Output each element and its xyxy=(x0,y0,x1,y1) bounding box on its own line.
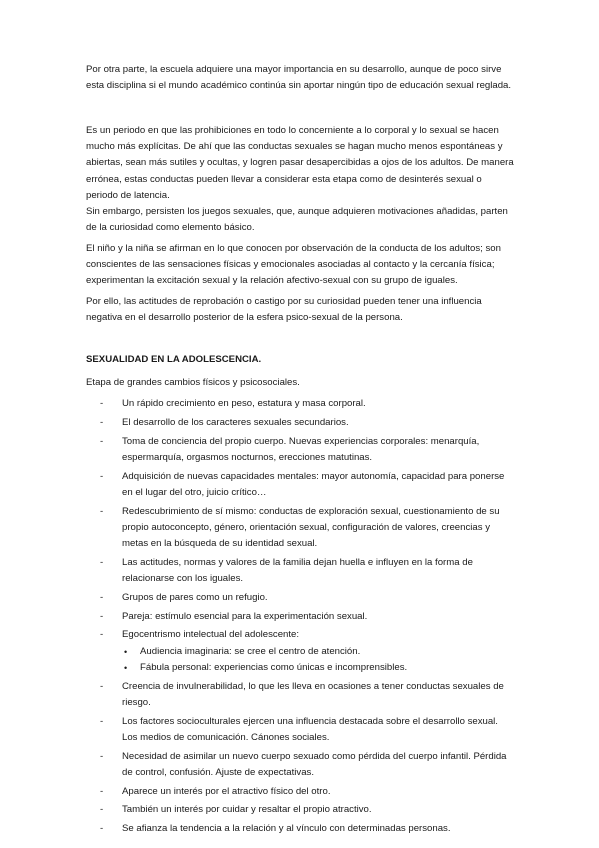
list-item-text: Las actitudes, normas y valores de la familia dejan huella e influyen en la forma de relacionarse con los iguales. xyxy=(122,556,473,584)
list-item-text: Un rápido crecimiento en peso, estatura y masa corporal. xyxy=(122,398,366,409)
list-item xyxy=(86,504,516,553)
adolescence-list xyxy=(86,396,516,840)
dash-marker: - xyxy=(100,823,104,835)
dash-marker: - xyxy=(100,629,104,641)
section-heading: SEXUALIDAD EN LA ADOLESCENCIA. xyxy=(86,354,262,365)
list-item xyxy=(86,590,516,606)
dash-marker: - xyxy=(100,435,104,447)
section-intro: Etapa de grandes cambios físicos y psicosociales. xyxy=(86,377,300,388)
bullet-icon: • xyxy=(124,646,128,657)
paragraph-observation: El niño y la niña se afirman en lo que conocen por observación de la conducta de los adultos; son conscientes de las sensaciones físicas y emocionales asociadas al contacto y la cercanía física; experimentan la excitación sexual y la relación afectivo-sexual con su grupo de iguales. xyxy=(86,243,501,287)
list-item xyxy=(86,555,516,587)
paragraph-prohibitions: Es un periodo en que las prohibiciones en todo lo concerniente a lo corporal y lo sexual se hacen mucho más explícitas. De ahí que las conductas sexuales se hagan mucho menos espontáneas y abiertas, sean más sutiles y ocultas, y logren pasar desapercibidas a ojos de los adultos. De manera errónea, estas conductas pueden llevar a considerar esta etapa como de desinterés sexual o periodo de latencia. xyxy=(86,125,514,201)
dash-marker: - xyxy=(100,610,104,622)
list-item xyxy=(86,679,516,711)
list-item-text: Redescubrimiento de sí mismo: conductas de exploración sexual, cuestionamiento de su propio autoconcepto, género, orientación sexual, configuración de valores, creencias y metas en la búsqueda de su identidad sexual. xyxy=(122,505,500,549)
bullet-icon: • xyxy=(124,662,128,673)
dash-marker: - xyxy=(100,505,104,517)
dash-marker: - xyxy=(100,416,104,428)
dash-marker: - xyxy=(100,785,104,797)
list-item xyxy=(86,821,516,837)
list-item-text: También un interés por cuidar y resaltar el propio atractivo. xyxy=(122,804,372,816)
sublist-item xyxy=(122,644,516,660)
dash-marker: - xyxy=(100,556,104,568)
list-item-text: Grupos de pares como un refugio. xyxy=(122,591,268,603)
dash-marker: - xyxy=(100,750,104,762)
sublist-item xyxy=(122,660,516,676)
list-item-text: El desarrollo de los caracteres sexuales secundarios. xyxy=(122,416,349,428)
dash-marker: - xyxy=(100,715,104,727)
dash-marker: - xyxy=(100,470,104,482)
list-item xyxy=(86,749,516,781)
dash-marker: - xyxy=(100,398,104,409)
list-item-text: Necesidad de asimilar un nuevo cuerpo sexuado como pérdida del cuerpo infantil. Pérdida de control, confusión. Ajuste de expectativas. xyxy=(122,750,507,778)
list-item-text: Toma de conciencia del propio cuerpo. Nuevas experiencias corporales: menarquía, espermarquía, orgasmos nocturnos, erecciones matutinas. xyxy=(122,435,480,463)
list-item-text: Aparece un interés por el atractivo físico del otro. xyxy=(122,785,331,797)
dash-marker: - xyxy=(100,680,104,692)
list-item xyxy=(86,396,516,412)
egocentrism-sublist xyxy=(122,644,516,676)
list-item-text: Los factores socioculturales ejercen una influencia destacada sobre el desarrollo sexual. Los medios de comunicación. Cánones sociales. xyxy=(122,715,498,743)
list-item-text: Adquisición de nuevas capacidades mentales: mayor autonomía, capacidad para ponerse en el lugar del otro, juicio crítico… xyxy=(122,470,505,498)
paragraph-school: Por otra parte, la escuela adquiere una mayor importancia en su desarrollo, aunque de poco sirve esta disciplina si el mundo académico continúa sin aportar ningún tipo de educación sexual reglada. xyxy=(86,64,512,92)
list-item xyxy=(86,802,516,818)
list-item xyxy=(86,784,516,800)
list-item-text: Creencia de invulnerabilidad, lo que les lleva en ocasiones a tener conductas sexuales de riesgo. xyxy=(122,680,504,708)
paragraph-attitudes: Por ello, las actitudes de reprobación o castigo por su curiosidad pueden tener una influencia negativa en el desarrollo posterior de la esfera psico-sexual de la persona. xyxy=(86,296,482,324)
list-item-text: Se afianza la tendencia a la relación y al vínculo con determinadas personas. xyxy=(122,823,451,835)
sublist-item-text: Audiencia imaginaria: se cree el centro de atención. xyxy=(140,645,361,657)
list-item xyxy=(86,434,516,466)
list-item xyxy=(86,627,516,676)
dash-marker: - xyxy=(100,591,104,603)
list-item xyxy=(86,415,516,431)
list-item-text: Pareja: estímulo esencial para la experimentación sexual. xyxy=(122,610,368,622)
dash-marker: - xyxy=(100,804,104,816)
list-item-text: Egocentrismo intelectual del adolescente: xyxy=(122,629,300,641)
paragraph-sexual-games: Sin embargo, persisten los juegos sexuales, que, aunque adquieren motivaciones añadidas, parten de la curiosidad como elemento básico. xyxy=(86,206,508,234)
list-item xyxy=(86,609,516,625)
list-item xyxy=(86,469,516,501)
sublist-item-text: Fábula personal: experiencias como únicas e incomprensibles. xyxy=(140,661,408,673)
list-item xyxy=(86,714,516,746)
